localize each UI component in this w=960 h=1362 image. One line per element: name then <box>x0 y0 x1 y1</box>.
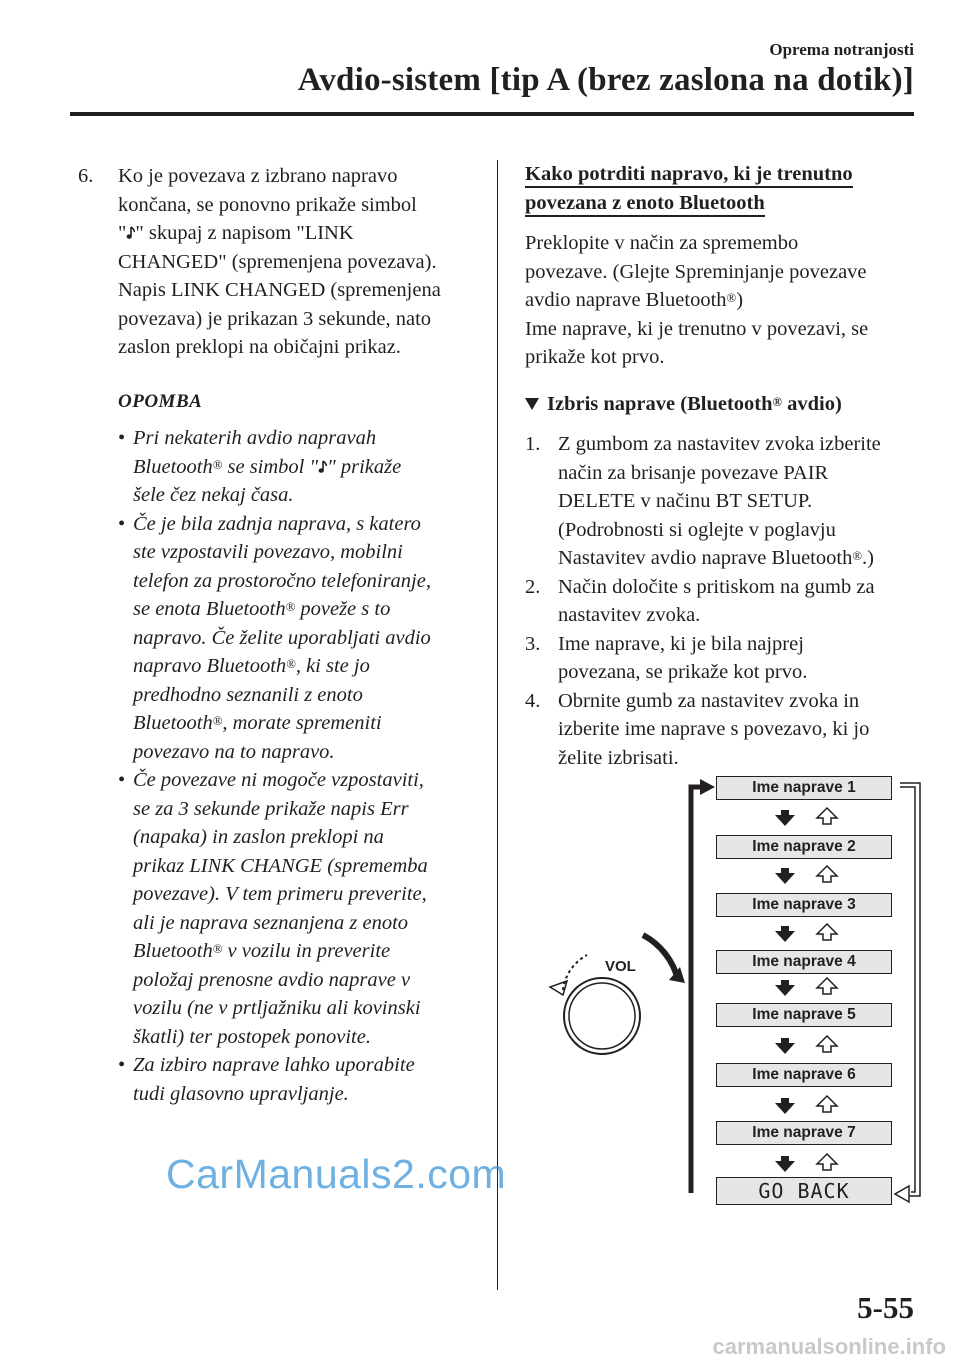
up-arrow-icon <box>817 808 837 824</box>
step-6 <box>78 162 478 362</box>
go-back-item: GO BACK <box>716 1177 892 1205</box>
right-column <box>525 160 925 772</box>
steps-list <box>525 430 925 772</box>
watermark: CarManuals2.com <box>166 1151 507 1197</box>
section-heading: Izbris naprave (Bluetooth® avdio) <box>525 390 925 419</box>
note-title: OPOMBA <box>118 390 203 412</box>
page-title: Avdio-sistem [tip A (brez zaslona na dotik)] <box>297 62 914 98</box>
note-item: • Če povezave ni mogoče vzpostaviti, se za 3 sekunde prikaže napis Err (napaka) in zaslon preklopi na prikaz LINK CHANGE (sprememba povezave). V tem primeru preverite, ali je naprava seznanjena z enoto Bluetooth® v vozilu in preverite položaj prenosne avdio naprave v vozilu (ne v prtljažniku ali kovinski škatli) ter postopek ponovite. <box>118 769 428 1048</box>
bluetooth-audio-icon <box>318 460 327 474</box>
step-4: 4. Obrnite gumb za nastavitev zvoka in izberite ime naprave s povezavo, ki jo želite izbrisati. <box>525 689 870 769</box>
device-list-diagram <box>545 775 945 1215</box>
note-list <box>118 424 478 1108</box>
device-name-item: Ime naprave 6 <box>716 1063 892 1087</box>
down-arrow-icon <box>775 1098 795 1114</box>
step-2: 2. Način določite s pritiskom na gumb za nastavitev zvoka. <box>525 575 875 626</box>
device-name-item: Ime naprave 2 <box>716 835 892 859</box>
footer-watermark: carmanualsonline.info <box>712 1334 946 1359</box>
note-item: • Pri nekaterih avdio napravah Bluetooth® se simbol " " prikaže šele čez nekaj časa. <box>118 427 402 506</box>
device-name-item: Ime naprave 5 <box>716 1003 892 1027</box>
step-text: Ko je povezava z izbrano napravo končana, se ponovno prikaže simbol " " skupaj z napisom "LINK CHANGED" (spremenjena povezava). Napis LINK CHANGED (spremenjena povezava) je prikazan 3 sekunde, nato zaslon preklopi na običajni prikaz. <box>118 165 441 358</box>
left-column <box>78 162 478 1108</box>
up-arrow-icon <box>817 924 837 940</box>
device-name-item: Ime naprave 7 <box>716 1121 892 1145</box>
device-name-item: Ime naprave 4 <box>716 950 892 974</box>
up-arrow-icon <box>817 1036 837 1052</box>
paragraph: Preklopite v način za spremembo povezave. (Glejte Spreminjanje povezave avdio naprave Bluetooth®) Ime naprave, ki je trenutno v povezavi, se prikaže kot prvo. <box>525 232 869 368</box>
down-arrow-icon <box>775 868 795 884</box>
up-arrow-icon <box>817 866 837 882</box>
forward-loop-arrow <box>691 779 715 1193</box>
device-name-item: Ime naprave 3 <box>716 893 892 917</box>
up-arrow-icon <box>817 1096 837 1112</box>
header-rule <box>70 112 914 116</box>
section-label: Oprema notranjosti <box>769 40 914 59</box>
down-arrow-icon <box>775 1156 795 1172</box>
triangle-down-icon <box>525 397 539 411</box>
up-arrow-icon <box>817 978 837 994</box>
vol-knob-icon <box>550 935 685 1054</box>
down-arrow-icon <box>775 980 795 996</box>
up-arrow-icon <box>817 1154 837 1170</box>
backward-loop-arrow <box>895 783 920 1202</box>
step-number: 6. <box>78 165 94 187</box>
down-arrow-icon <box>775 926 795 942</box>
down-arrow-icon <box>775 810 795 826</box>
device-name-item: Ime naprave 1 <box>716 776 892 800</box>
page-number: 5-55 <box>857 1290 914 1325</box>
note-item: • Za izbiro naprave lahko uporabite tudi glasovno upravljanje. <box>118 1054 415 1105</box>
between-arrows <box>775 808 837 1172</box>
note-item: • Če je bila zadnja naprava, s katero ste vzpostavili povezavo, mobilni telefon za prostoročno telefoniranje, se enota Bluetooth® poveže s to napravo. Če želite uporabljati avdio napravo Bluetooth®, ki ste jo predhodno seznanili z enoto Bluetooth®, morate spremeniti povezavo na to napravo. <box>118 512 431 763</box>
sub-heading: Kako potrditi napravo, ki je trenutno povezana z enoto Bluetooth <box>525 160 925 217</box>
down-arrow-icon <box>775 1038 795 1054</box>
step-3: 3. Ime naprave, ki je bila najprej povezana, se prikaže kot prvo. <box>525 632 808 683</box>
vol-label: VOL <box>605 958 636 975</box>
step-1: 1. Z gumbom za nastavitev zvoka izberite način za brisanje povezave PAIR DELETE v načinu BT SETUP. (Podrobnosti si oglejte v poglavju Nastavitev avdio naprave Bluetooth®.) <box>525 433 881 569</box>
column-divider <box>497 160 498 1290</box>
